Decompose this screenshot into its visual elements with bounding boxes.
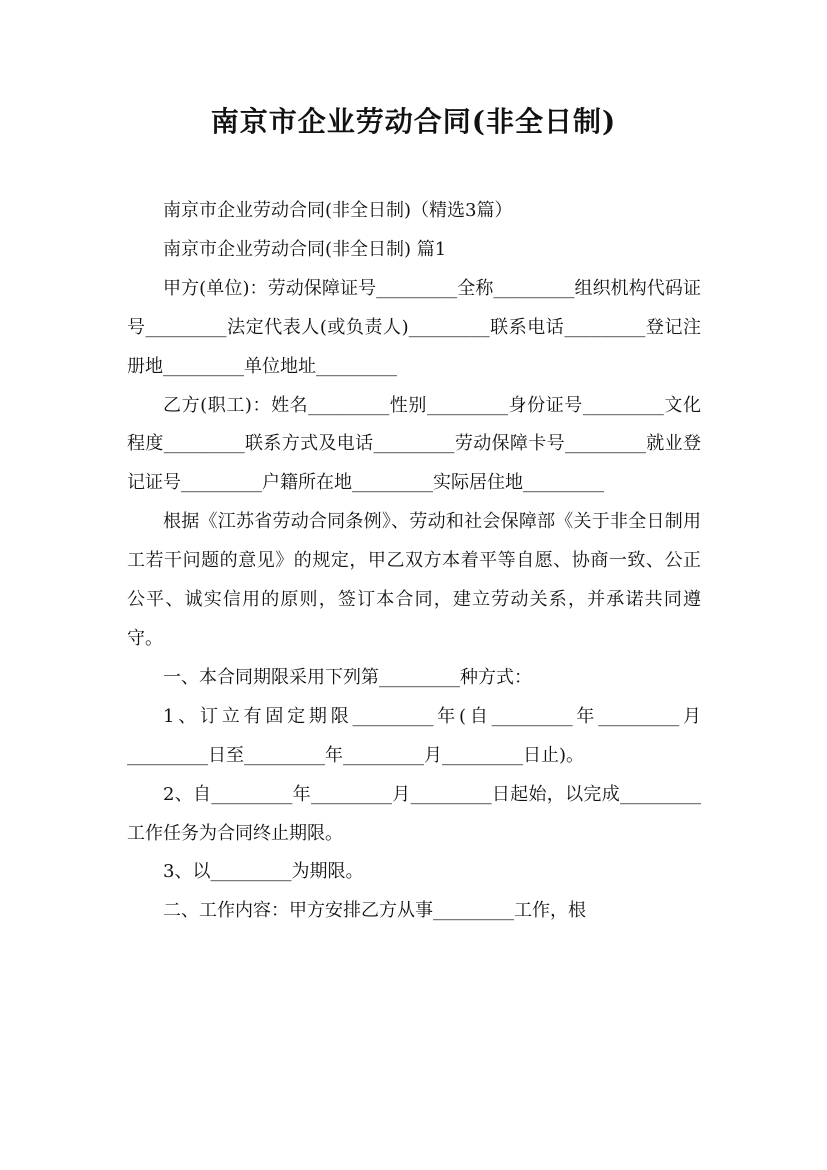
paragraph-subtitle: 南京市企业劳动合同(非全日制)（精选3篇）: [163, 200, 513, 221]
document-title: 南京市企业劳动合同(非全日制): [210, 105, 617, 138]
paragraph-party-b: 乙方(职工)：姓名_________性别_________身份证号_________文化程度_________联系方式及电话_________劳动保障卡号_________就业登记证号_________户籍所在地_________实际居住地_________: [127, 394, 701, 494]
paragraph-work-content: 二、工作内容：甲方安排乙方从事_________工作，根: [163, 900, 586, 922]
paragraph-term-option-2: 2、自_________年_________月_________日起始，以完成_________工作任务为合同终止期限。: [127, 783, 701, 844]
paragraph-section-heading: 南京市企业劳动合同(非全日制) 篇1: [163, 238, 447, 260]
paragraph-term-option-3: 3、以_________为期限。: [163, 861, 364, 883]
document-body: [127, 192, 701, 931]
paragraph-term-option-1: 1、订立有固定期限_________年(自_________年_________月_________日至_________年_________月_________日止)。: [127, 705, 701, 766]
paragraph-basis: 根据《江苏省劳动合同条例》、劳动和社会保障部《关于非全日制用工若干问题的意见》的规定，甲乙双方本着平等自愿、协商一致、公正公平、诚实信用的原则，签订本合同，建立劳动关系，并承诺共同遵守。: [127, 511, 701, 649]
paragraph-party-a: 甲方(单位)：劳动保障证号_________全称_________组织机构代码证号_________法定代表人(或负责人)_________联系电话_________登记注册地_________单位地址_________: [127, 277, 701, 377]
paragraph-term-method: 一、本合同期限采用下列第_________种方式：: [163, 666, 532, 688]
